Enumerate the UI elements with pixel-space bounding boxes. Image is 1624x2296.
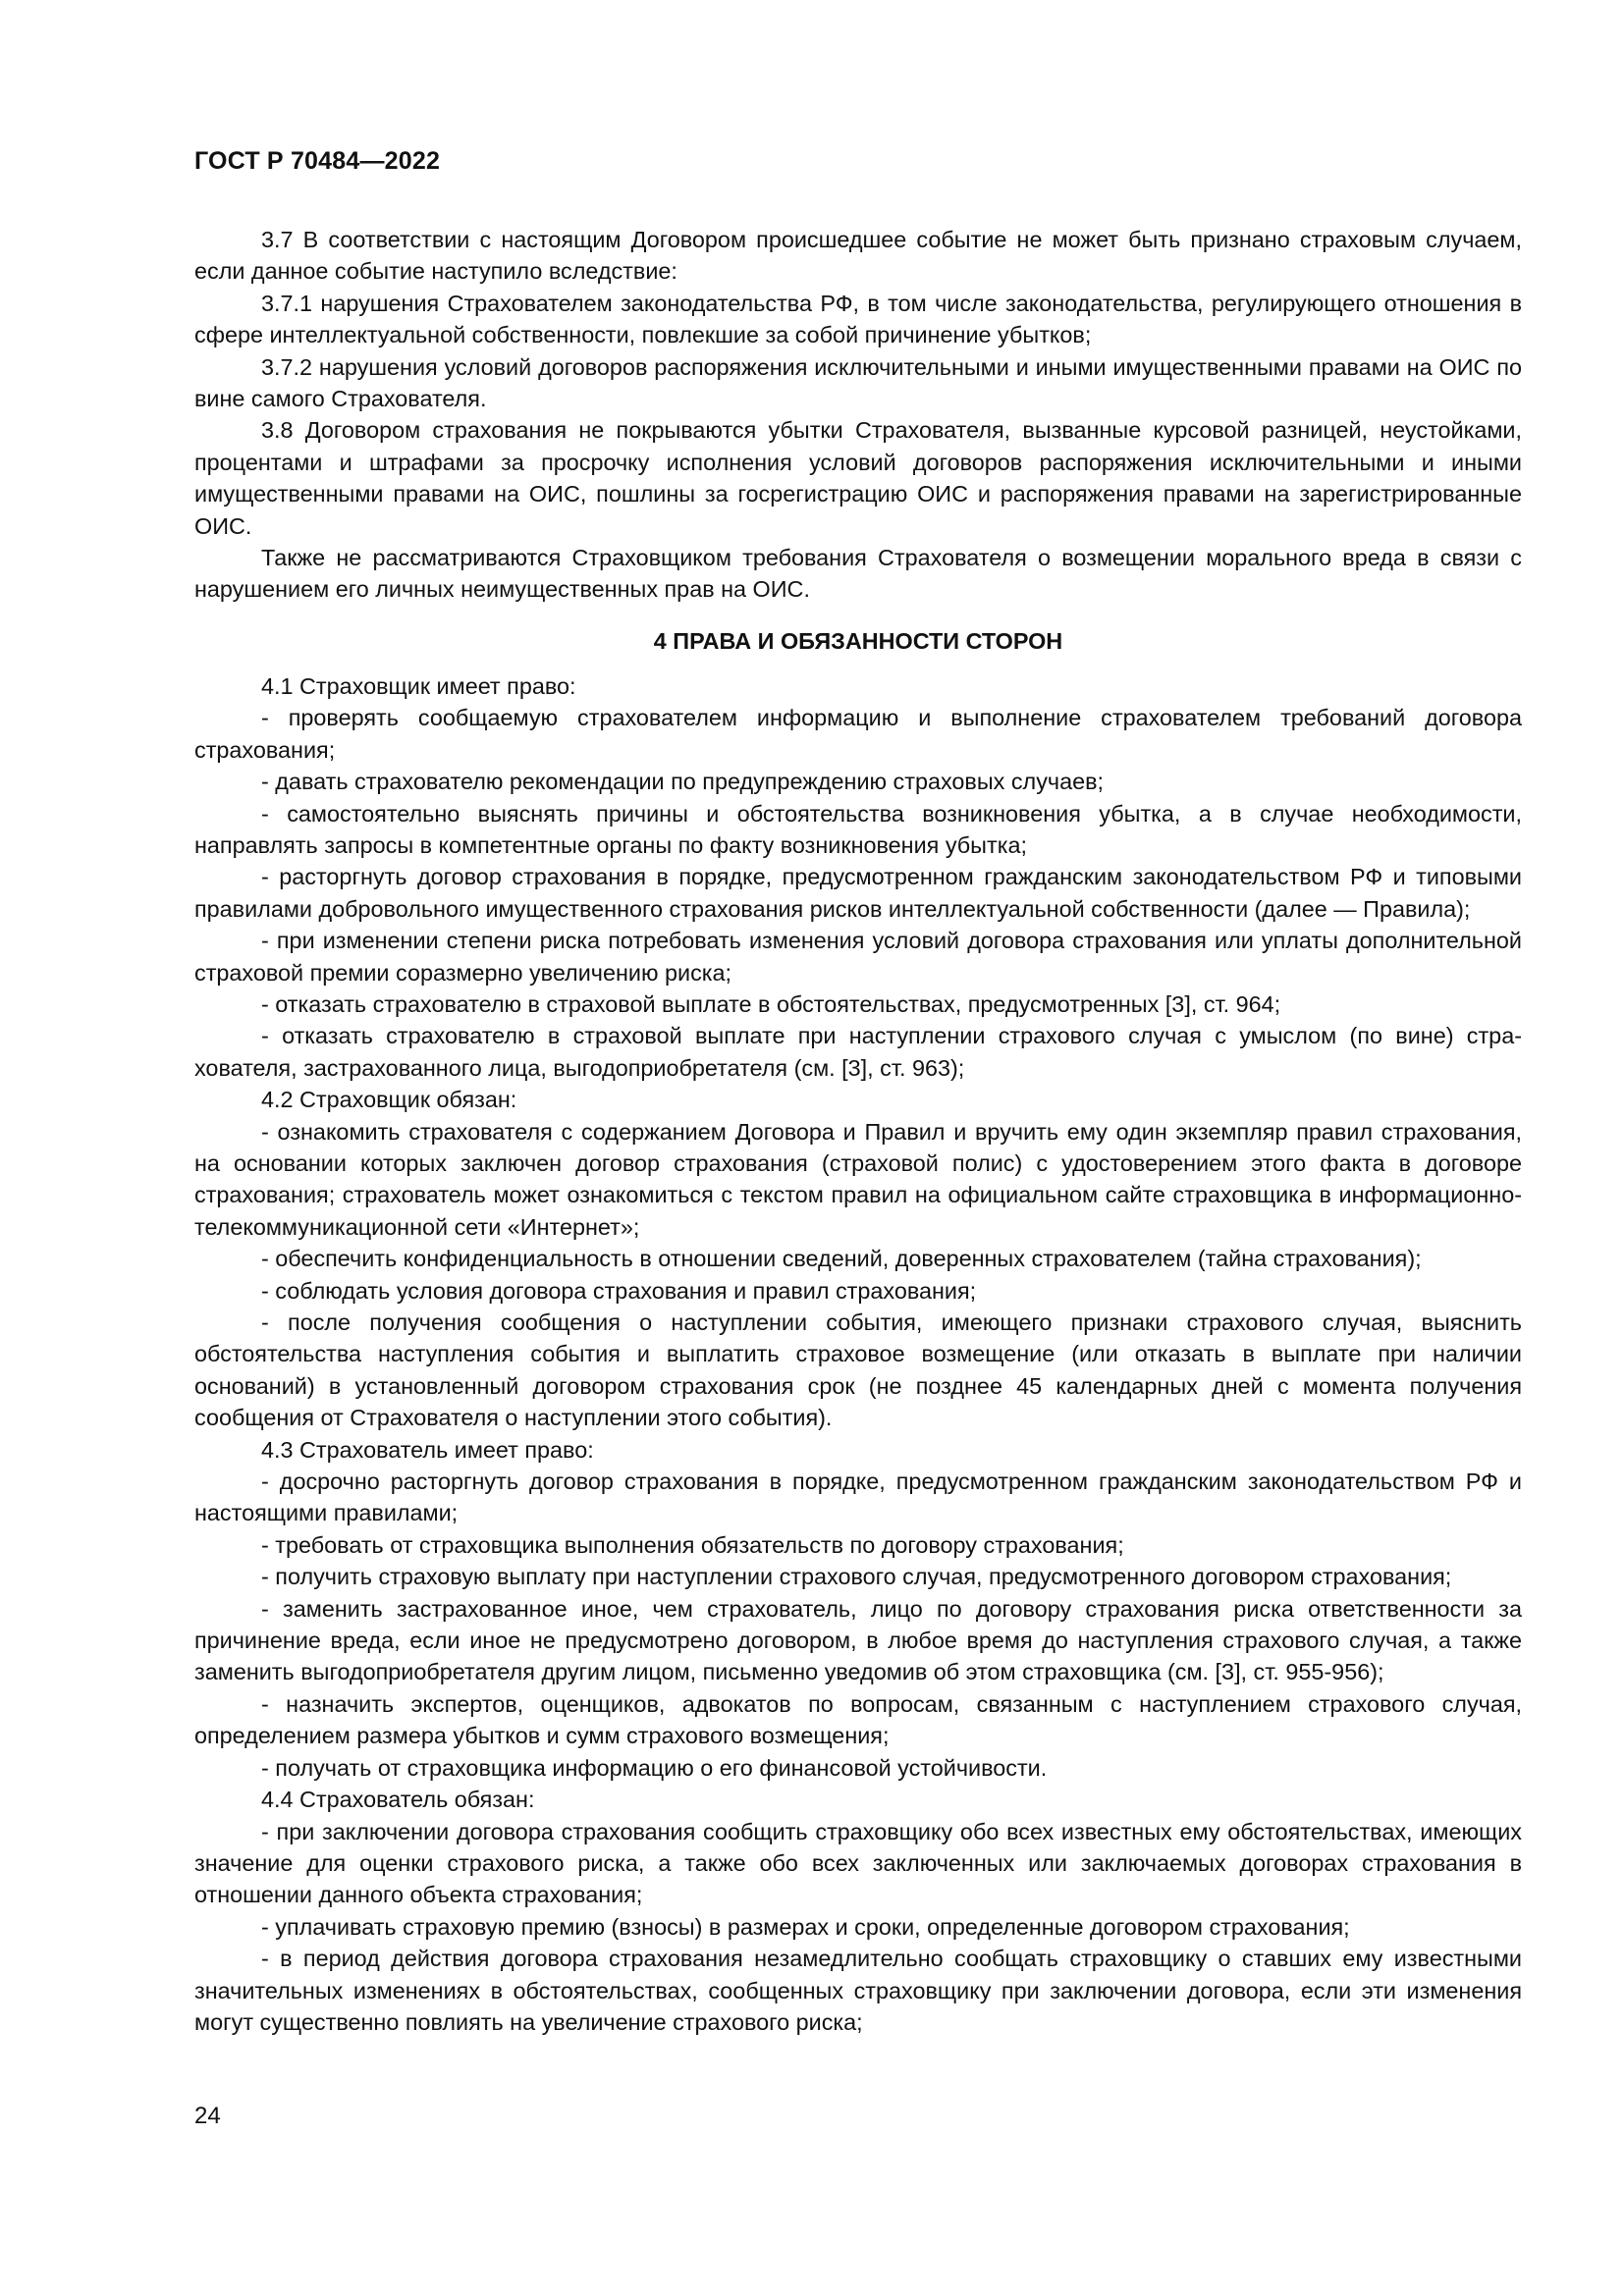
paragraph: - уплачивать страховую премию (взносы) в размерах и сроки, определенные договором страхования; [261, 1913, 1350, 1940]
paragraph: - давать страхователю рекомендации по предупреждению страховых случаев; [261, 769, 1105, 795]
page-number: 24 [194, 2103, 221, 2129]
paragraph: - при изменении степени риска потребовать изменения условий договора страхования или уплаты дополнительной страховой премии соразмерно увеличению риска; [194, 928, 1522, 986]
paragraph: - обеспечить конфиденциальность в отношении сведений, доверенных страхователем (тайна страхования); [261, 1246, 1422, 1272]
paragraph: 3.7.2 нарушения условий договоров распоряжения исключительными и иными имущественными правами на ОИС по вине самого Страхователя. [194, 353, 1522, 412]
paragraph: 3.8 Договором страхования не покрываются убытки Страхователя, вызванные курсовой разницей, неустойками, процентами и штрафами за просрочку исполнения условий договоров распоряжения исключительными и иными имущественными правами на ОИС, пошлины за госрегистрацию ОИС и распоряжения правами на зарегистрированные ОИС. [194, 417, 1522, 539]
paragraph: - соблюдать условия договора страхования и правил страхования; [261, 1277, 977, 1304]
paragraph: - самостоятельно выяснять причины и обстоятельства возникновения убытка, а в случае необходимости, направлять запросы в компетентные органы по факту возникновения убытка; [194, 800, 1522, 858]
paragraph: - получать от страховщика информацию о его финансовой устойчивости. [261, 1754, 1048, 1781]
document-header: ГОСТ Р 70484—2022 [194, 147, 441, 175]
paragraph: - получить страховую выплату при наступлении страхового случая, предусмотренного договором страхования; [261, 1564, 1452, 1590]
paragraph: 3.7.1 нарушения Страхователем законодательства РФ, в том числе законодательства, регулирующего отношения в сфере интеллектуальной собственности, повлекшие за собой причинение убытков; [194, 290, 1522, 348]
paragraph: - требовать от страховщика выполнения обязательств по договору страхования; [261, 1531, 1124, 1558]
paragraph: 4.3 Страхователь имеет право: [261, 1436, 594, 1463]
paragraph: 4.4 Страхователь обязан: [261, 1787, 535, 1813]
paragraph: - расторгнуть договор страхования в порядке, предусмотренном гражданским законодательством РФ и типовыми правилами добровольного имущественного страхования рисков интеллектуальной собственности (далее — Правила); [194, 864, 1522, 922]
section-heading: 4 ПРАВА И ОБЯЗАННОСТИ СТОРОН [653, 627, 1063, 654]
paragraph: 4.2 Страховщик обязан: [261, 1087, 517, 1113]
paragraph: - при заключении договора страхования сообщить страховщику обо всех известных ему обстоятельствах, имеющих значение для оценки страхового риска, а также обо всех заключенных или заключаемых договорах страхования в отношении данного объекта страхования; [194, 1818, 1522, 1908]
paragraph: - в период действия договора страхования незамедлительно сообщать страховщику о ставших ему известными значительных изменениях в обстоятельствах, сообщенных страховщику при заключении договора, если эти изменения могут существенно повлиять на увеличение страхового риска; [194, 1946, 1522, 2035]
paragraph: - назначить экспертов, оценщиков, адвокатов по вопросам, связанным с наступлением страхового случая, определением размера убытков и сумм страхового возмещения; [194, 1690, 1522, 1749]
paragraph: - отказать страхователю в страховой выплате в обстоятельствах, предусмотренных [3], ст. 964; [261, 990, 1281, 1017]
paragraph: - заменить застрахованное иное, чем страхователь, лицо по договору страхования риска ответственности за причинение вреда, если иное не предусмотрено договором, в любое время до наступления страхового случая, а также заменить выгодоприобретателя другим лицом, письменно уведомив об этом страховщика (см. [3], ст. 955-956); [194, 1595, 1522, 1685]
paragraph: - проверять сообщаемую страхователем информацию и выполнение страхователем требований договора страхования; [194, 705, 1522, 763]
paragraph: - после получения сообщения о наступлении события, имеющего признаки страхового случая, выяснить обстоятельства наступления события и выплатить страховое возмещение (или отказать в выплате при наличии оснований) в установленный договором страхования срок (не позднее 45 календарных дней с момента получения сообщения от Страхователя о наступлении этого события). [194, 1309, 1522, 1431]
paragraph: 4.1 Страховщик имеет право: [261, 672, 576, 699]
paragraph: 3.7 В соответствии с настоящим Договором происшедшее событие не может быть признано страховым случаем, если данное событие наступило вследствие: [194, 227, 1522, 285]
paragraph: - досрочно расторгнуть договор страхования в порядке, предусмотренном гражданским законодательством РФ и настоящими правилами; [194, 1468, 1522, 1526]
paragraph: Также не рассматриваются Страховщиком требования Страхователя о возмещении морального вреда в связи с нарушением его личных неимущественных прав на ОИС. [194, 545, 1522, 603]
document-body [194, 224, 1522, 2038]
paragraph: - ознакомить страхователя с содержанием Договора и Правил и вручить ему один экземпляр правил страхования, на основании которых заключен договор страхования (страховой полис) с удостоверением этого факта в договоре страхования; страхователь может ознакомиться с текстом правил на официальном сайте страховщика в информационно-телекоммуникационной сети «Интернет»; [194, 1118, 1522, 1240]
paragraph: - отказать страхователю в страховой выплате при наступлении страхового случая с умыслом (по вине) страхователя, застрахованного лица, выгодоприобретателя (см. [3], ст. 963); [194, 1023, 1522, 1081]
